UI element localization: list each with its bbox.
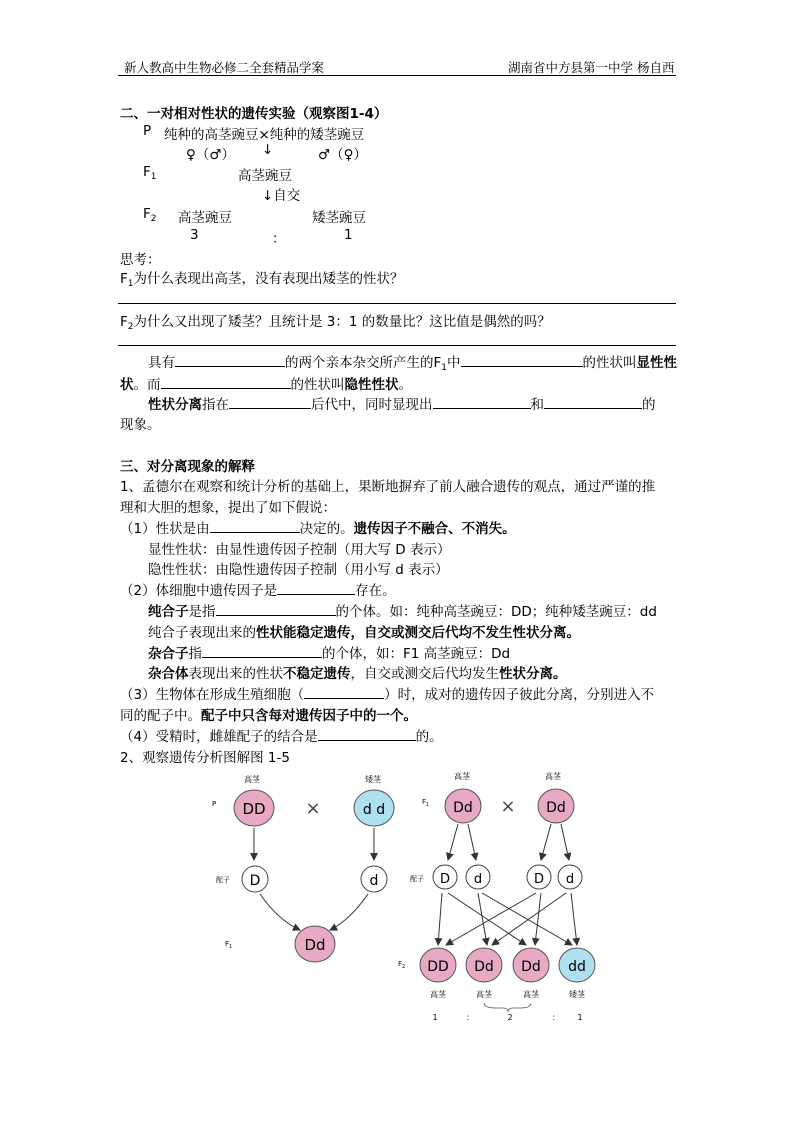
sex-right: ♂（♀）	[318, 147, 367, 163]
gamete-d-label: d	[565, 872, 575, 887]
gamete-D-label: D	[249, 873, 261, 889]
header-right: 湖南省中方县第一中学 杨自西	[508, 60, 675, 75]
label-tall: 高茎	[545, 772, 561, 781]
label-f2: $F_2$	[398, 960, 406, 970]
parent-dd-label: d d	[362, 802, 386, 818]
mendel-intro-2: 理和大胆的想象，提出了如下假说：	[120, 500, 336, 516]
f2-label: $F_2$	[143, 206, 157, 224]
hypothesis-4: （4）受精时，雌雄配子的结合是 的。	[120, 725, 443, 745]
ratio-number: 1	[577, 1013, 583, 1022]
ratio-number: 2	[507, 1013, 513, 1022]
arrow	[438, 893, 442, 945]
arrow	[561, 824, 569, 860]
arrow	[541, 824, 551, 860]
ratio-colon: ：	[466, 1013, 474, 1022]
f2-Dd-label: Dd	[521, 959, 541, 975]
dominant-trait: 显性性状：由显性遗传因子控制（用大写 D 表示）	[148, 542, 451, 558]
f1-Dd-label: Dd	[453, 800, 473, 816]
arrow	[492, 893, 566, 945]
p-label: P	[143, 123, 152, 139]
label-tall: 高茎	[454, 772, 470, 781]
phenotype-label: 高茎	[476, 990, 492, 999]
arrow	[260, 894, 300, 930]
recessive-trait: 隐性性状：由隐性遗传因子控制（用小写 d 表示）	[148, 562, 449, 578]
ratio-colon: ：	[552, 1013, 560, 1022]
homozygote-stability: 纯合子表现出来的性状能稳定遗传，自交或测交后代均不发生性状分离。	[148, 625, 580, 641]
ratio-1: 1	[344, 227, 353, 243]
f1-Dd-label: Dd	[546, 800, 566, 816]
arrow	[535, 893, 541, 945]
mendel-intro-1: 1、孟德尔在观察和统计分析的基础上，果断地摒弃了前人融合遗传的观点，通过严谨的推	[120, 479, 656, 495]
label-short: 矮茎	[365, 775, 381, 784]
brace	[484, 1003, 531, 1012]
heterozygote-instability: 杂合体表现出来的性状不稳定遗传，自交或测交后代均发生性状分离。	[148, 666, 567, 682]
label-gamete: 配子	[216, 876, 230, 884]
figure-caption: 2、观察遗传分析图解图 1-5	[120, 750, 290, 766]
arrow	[482, 893, 572, 945]
label-f1: $F_1$	[422, 798, 430, 808]
arrow	[468, 824, 476, 860]
homozygote-definition: 纯合子是指 的个体。如：纯种高茎豌豆：DD；纯种矮茎豌豆：dd	[148, 600, 657, 620]
f2-Dd-label: Dd	[474, 959, 494, 975]
heterozygote-definition: 杂合子指 的个体，如：F1 高茎豌豆：Dd	[148, 642, 510, 662]
down-arrow: ↓	[262, 142, 274, 158]
f1-tall: 高茎豌豆	[238, 168, 292, 184]
f2-tall: 高茎豌豆	[178, 210, 232, 226]
gamete-D-label: D	[533, 872, 545, 887]
segregation-end: 现象。	[120, 417, 161, 433]
ratio-number: 1	[432, 1013, 438, 1022]
question-1: $F_1$为什么表现出高茎，没有表现出矮茎的性状？	[120, 271, 404, 289]
label-gamete: 配子	[410, 875, 424, 883]
ratio-colon: ：	[272, 231, 286, 247]
gamete-d-label: d	[369, 873, 379, 889]
arrow	[448, 824, 458, 860]
cross-symbol: ×	[500, 796, 516, 817]
parent-DD-label: DD	[242, 800, 266, 818]
header-left: 新人教高中生物必修二全套精品学案	[124, 60, 325, 75]
p-cross: 纯种的高茎豌豆×纯种的矮茎豌豆	[164, 127, 365, 143]
recessive-definition: 状。而 的性状叫隐性性状。	[120, 373, 412, 393]
hypothesis-3-cont: 同的配子中。配子中只含每对遗传因子中的一个。	[120, 708, 417, 724]
section2-title: 二、一对相对性状的遗传实验（观察图1-4）	[120, 106, 388, 122]
think-label: 思考：	[120, 252, 161, 268]
label-tall: 高茎	[244, 775, 260, 784]
hypothesis-3: （3）生物体在形成生殖细胞（ ）时，成对的遗传因子彼此分离，分别进入不	[120, 683, 654, 703]
f1-label: $F_1$	[143, 164, 157, 182]
cross-symbol: ×	[305, 798, 321, 819]
dominant-definition: 具有 的两个亲本杂交所产生的$F_1$中 的性状叫显性性	[148, 351, 677, 373]
arrow	[478, 893, 487, 945]
f2-dd-label: dd	[568, 959, 586, 975]
phenotype-label: 高茎	[430, 990, 446, 999]
gamete-D-label: D	[439, 872, 451, 887]
segregation-definition: 性状分离指在 后代中，同时显现出 和 的	[148, 393, 656, 413]
label-f1: $F_1$	[225, 940, 233, 950]
f2-short: 矮茎豌豆	[312, 210, 366, 226]
label-p: P	[212, 800, 217, 808]
phenotype-label: 矮茎	[569, 990, 585, 999]
arrow	[571, 893, 577, 945]
phenotype-label: 高茎	[523, 990, 539, 999]
hypothesis-1: （1）性状是由 决定的。遗传因子不融合、不消失。	[120, 517, 516, 537]
section3-title: 三、对分离现象的解释	[120, 459, 255, 475]
f1-Dd-label: Dd	[304, 936, 326, 954]
sex-left: ♀（♂）	[186, 147, 235, 163]
hypothesis-2: （2）体细胞中遗传因子是 存在。	[120, 579, 396, 599]
question-2: $F_2$为什么又出现了矮茎？且统计是 3：1 的数量比？这比值是偶然的吗？	[120, 314, 551, 332]
ratio-3: 3	[190, 227, 199, 243]
gamete-d-label: d	[473, 872, 483, 887]
f2-DD-label: DD	[427, 959, 449, 975]
arrow	[330, 894, 368, 930]
selfing: ↓自交	[262, 188, 301, 204]
